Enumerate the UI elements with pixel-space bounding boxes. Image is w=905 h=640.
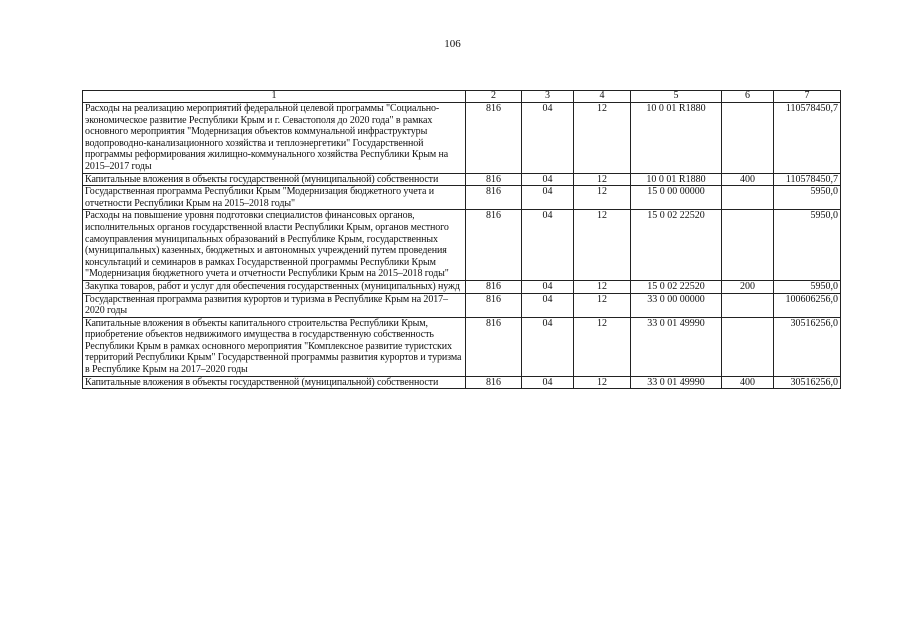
ministry-code: 816	[466, 317, 522, 376]
section-code: 04	[522, 210, 574, 281]
ministry-code: 816	[466, 103, 522, 174]
subsection-code: 12	[574, 280, 631, 293]
row-description: Расходы на повышение уровня подготовки специалистов финансовых органов, исполнительных органов государственной власти Республики Крым, органов местного самоуправления муниципальных образований в Республике Крым, государственных (муниципальных) казенных, бюджетных и автономных учреждений путем проведения консультаций и семинаров в рамках Государственной программы Республики Крым "Модернизация бюджетного учета и отчетности Республики Крым на 2015–2018 годы"	[83, 210, 466, 281]
ministry-code: 816	[466, 210, 522, 281]
row-description: Закупка товаров, работ и услуг для обеспечения государственных (муниципальных) нужд	[83, 280, 466, 293]
ministry-code: 816	[466, 280, 522, 293]
expense-type-code	[722, 317, 774, 376]
subsection-code: 12	[574, 186, 631, 210]
table-row	[83, 103, 841, 174]
column-header-4: 4	[574, 91, 631, 103]
table-row	[83, 173, 841, 186]
amount: 100606256,0	[774, 293, 841, 317]
row-description: Капитальные вложения в объекты государственной (муниципальной) собственности	[83, 173, 466, 186]
column-header-5: 5	[631, 91, 722, 103]
column-header-7: 7	[774, 91, 841, 103]
section-code: 04	[522, 293, 574, 317]
expense-type-code	[722, 293, 774, 317]
target-article-code: 33 0 01 49990	[631, 376, 722, 389]
section-code: 04	[522, 280, 574, 293]
subsection-code: 12	[574, 293, 631, 317]
table-row	[83, 210, 841, 281]
target-article-code: 15 0 02 22520	[631, 210, 722, 281]
amount: 30516256,0	[774, 317, 841, 376]
amount: 110578450,7	[774, 103, 841, 174]
target-article-code: 15 0 00 00000	[631, 186, 722, 210]
amount: 30516256,0	[774, 376, 841, 389]
section-code: 04	[522, 103, 574, 174]
subsection-code: 12	[574, 376, 631, 389]
target-article-code: 15 0 02 22520	[631, 280, 722, 293]
target-article-code: 33 0 01 49990	[631, 317, 722, 376]
ministry-code: 816	[466, 293, 522, 317]
section-code: 04	[522, 317, 574, 376]
target-article-code: 10 0 01 R1880	[631, 173, 722, 186]
table-row	[83, 293, 841, 317]
table-row	[83, 280, 841, 293]
ministry-code: 816	[466, 173, 522, 186]
row-description: Капитальные вложения в объекты капитального строительства Республики Крым, приобретение объектов недвижимого имущества в государственную собственность Республики Крым в рамках основного мероприятия "Комплексное развитие туристских территорий Республики Крым" Государственной программы развития курортов и туризма в Республике Крым на 2017–2020 годы	[83, 317, 466, 376]
row-description: Расходы на реализацию мероприятий федеральной целевой программы "Социально-экономическое развитие Республики Крым и г. Севастополя до 2020 года" в рамках основного мероприятия "Модернизация объектов коммунальной инфраструктуры водопроводно-канализационного хозяйства и теплоэнергетики" Государственной программы реформирования жилищно-коммунального хозяйства Республики Крым на 2015–2017 годы	[83, 103, 466, 174]
row-description: Государственная программа развития курортов и туризма в Республике Крым на 2017–2020 годы	[83, 293, 466, 317]
row-description: Капитальные вложения в объекты государственной (муниципальной) собственности	[83, 376, 466, 389]
expense-type-code: 400	[722, 173, 774, 186]
target-article-code: 10 0 01 R1880	[631, 103, 722, 174]
amount: 5950,0	[774, 280, 841, 293]
section-code: 04	[522, 376, 574, 389]
column-header-3: 3	[522, 91, 574, 103]
table-row	[83, 317, 841, 376]
ministry-code: 816	[466, 376, 522, 389]
expense-type-code	[722, 103, 774, 174]
budget-table	[82, 90, 841, 389]
amount: 5950,0	[774, 210, 841, 281]
subsection-code: 12	[574, 103, 631, 174]
target-article-code: 33 0 00 00000	[631, 293, 722, 317]
column-header-2: 2	[466, 91, 522, 103]
amount: 5950,0	[774, 186, 841, 210]
section-code: 04	[522, 186, 574, 210]
header-row	[83, 91, 841, 103]
column-header-6: 6	[722, 91, 774, 103]
amount: 110578450,7	[774, 173, 841, 186]
section-code: 04	[522, 173, 574, 186]
page-number: 106	[444, 38, 461, 50]
expense-type-code: 400	[722, 376, 774, 389]
expense-type-code: 200	[722, 280, 774, 293]
table-row	[83, 186, 841, 210]
subsection-code: 12	[574, 317, 631, 376]
row-description: Государственная программа Республики Крым "Модернизация бюджетного учета и отчетности Республики Крым на 2015–2018 годы"	[83, 186, 466, 210]
table-row	[83, 376, 841, 389]
expense-type-code	[722, 186, 774, 210]
subsection-code: 12	[574, 173, 631, 186]
column-header-1: 1	[83, 91, 466, 103]
subsection-code: 12	[574, 210, 631, 281]
ministry-code: 816	[466, 186, 522, 210]
expense-type-code	[722, 210, 774, 281]
